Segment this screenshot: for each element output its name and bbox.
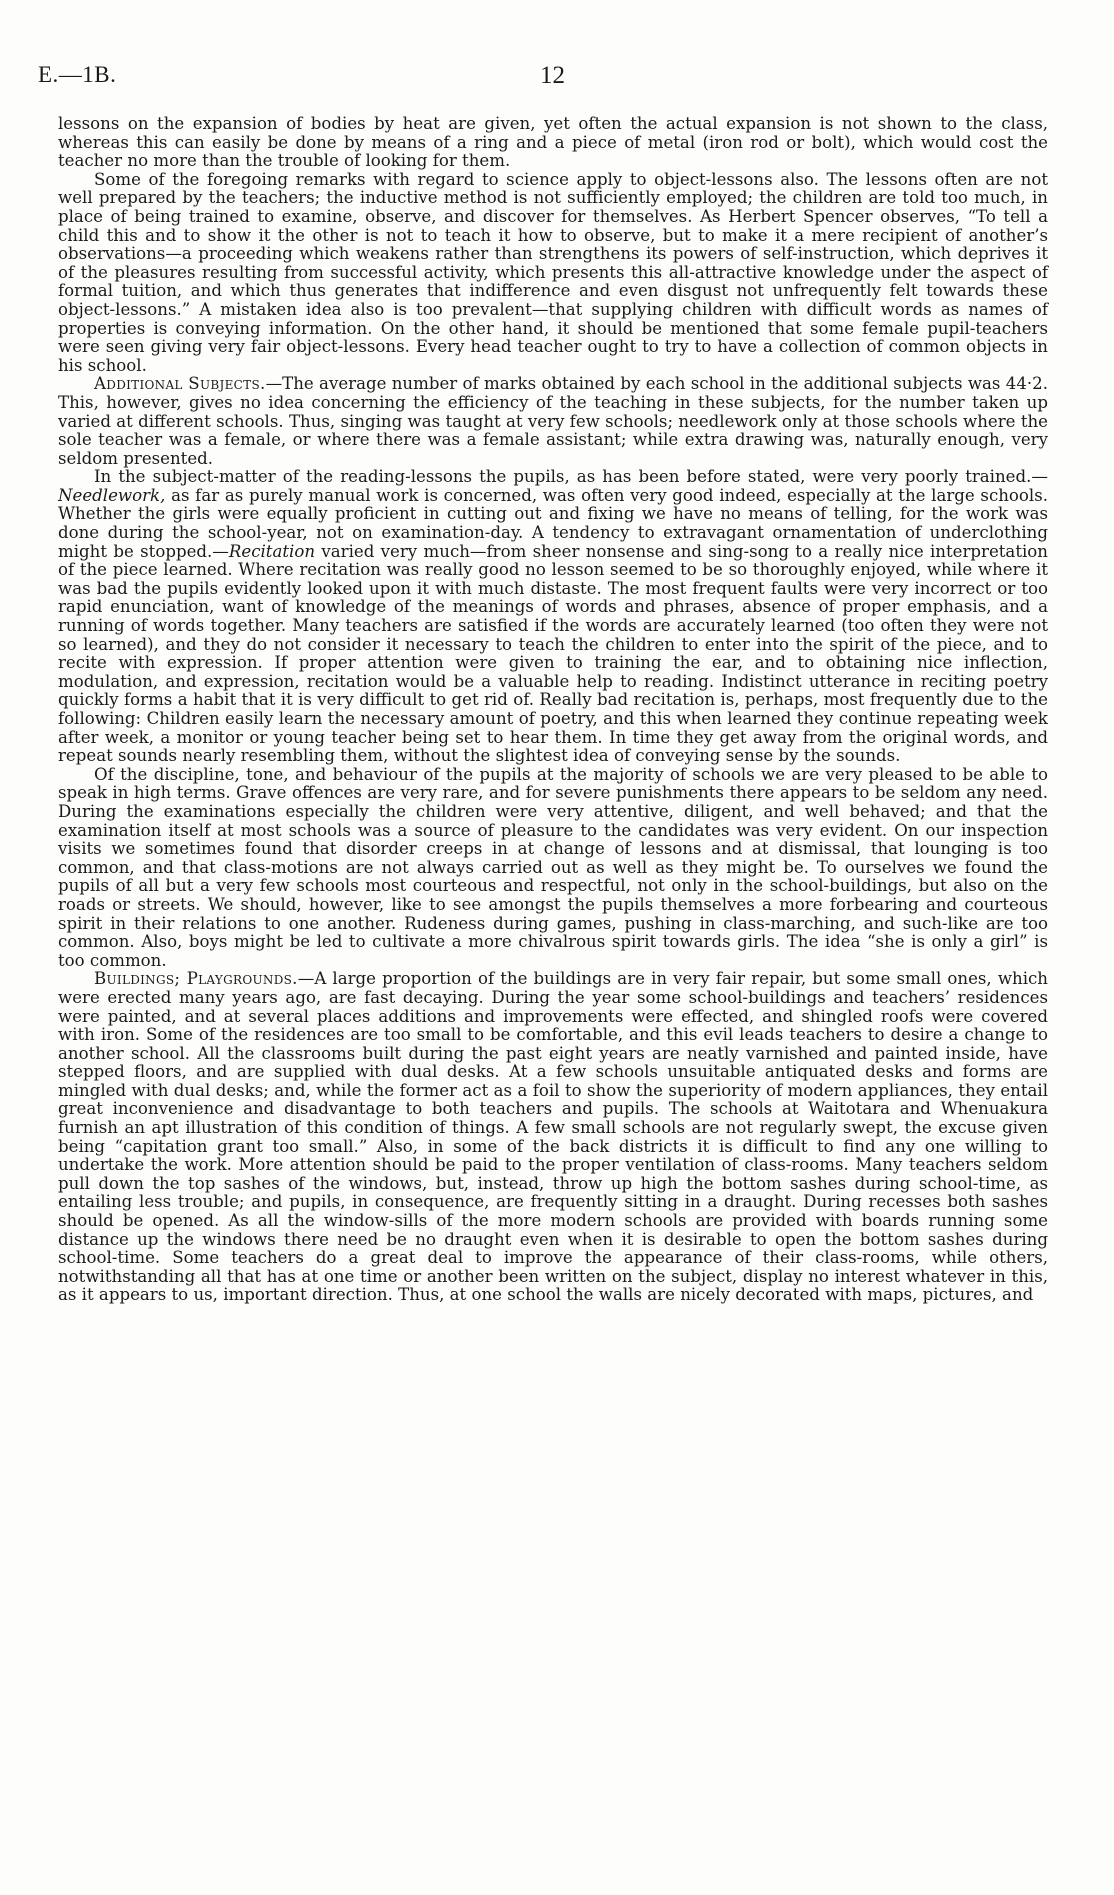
paragraph-buildings-text: —A large proportion of the buildings are in very fair repair, but some small ones, which were erected many years ago, are fast decaying. During the year some school-buildings and teachers’ residences were painted, and at several places additions and improvements were effected, and shingled roofs were covered with iron. Some of the residences are too small to be comfortable, and this evil leads teachers to desire a change to another school. All the classrooms built during the past eight years are neatly varnished and painted inside, have stepped floors, and are supplied with dual desks. At a few schools unsuitable antiquated desks and forms are mingled with dual desks; and, while the former act as a foil to show the superiority of modern appliances, they entail great inconvenience and disadvantage to both teachers and pupils. The schools at Waitotara and Whenuakura furnish an apt illustration of this condition of things. A few small schools are not regularly swept, the excuse given being “capitation grant too small.” Also, in some of the back districts it is difficult to find any one willing to undertake the work. More attention should be paid to the proper ventilation of class-rooms. Many teachers seldom pull down the top sashes of the windows, but, instead, throw up high the bottom sashes during school-time, as entailing less trouble; and pupils, in consequence, are frequently sitting in a draught. During recesses both sashes should be opened. As all the window-sills of the more modern schools are provided with boards running some distance up the windows there need be no draught even when it is desirable to open the bottom sashes during school-time. Some teachers do a great deal to improve the appearance of their class-rooms, while others, notwithstanding all that has at one time or another been written on the subject, display no interest whatever in this, as it appears to us, important direction. Thus, at one school the walls are nicely decorated with maps, pictures, and [58, 969, 1048, 1305]
subheading-needlework: Needlework, [58, 485, 166, 505]
section-heading-additional-subjects: Additional Subjects. [94, 374, 266, 394]
paragraph-reading-text: In the subject-matter of the reading-lessons the pupils, as has been before stated, were very poorly trained.— [94, 467, 1048, 487]
paragraph-additional-subjects-text: —The average number of marks obtained by each school in the additional subjects was 44·2. This, however, gives no idea concerning the efficiency of the teaching in these subjects, for the number taken up varied at different schools. Thus, singing was taught at very few schools; needlework only at those schools where the sole teacher was a female, or where there was a female assistant; while extra drawing was, naturally enough, very seldom presented. [58, 374, 1048, 468]
section-heading-buildings-playgrounds: Buildings; Playgrounds. [94, 969, 298, 989]
paragraph-discipline: Of the discipline, tone, and behaviour of the pupils at the majority of schools we are very pleased to be able to speak in high terms. Grave offences are very rare, and for severe punishments there appears to be seldom any need. During the examinations especially the children were very attentive, diligent, and well behaved; and that the examination itself at most schools was a source of pleasure to the candidates was very evident. On our inspection visits we sometimes found that disorder creeps in at change of lessons and at dismissal, that lounging is too common, and that class-motions are not always carried out as well as they might be. To ourselves we found the pupils of all but a very few schools most courteous and respectful, not only in the school-buildings, but also on the roads or streets. We should, however, like to see amongst the pupils themselves a more forbearing and courteous spirit in their relations to one another. Rudeness during games, pushing in class-marching, and such-like are too common. Also, boys might be led to cultivate a more chivalrous spirit towards girls. The idea “she is only a girl” is too common. [58, 764, 1048, 970]
paragraph-buildings-playgrounds [58, 970, 1048, 1305]
document-reference: E.—1B. [38, 62, 117, 87]
page-header [38, 62, 1074, 92]
paragraph-needlework-text: as far as purely manual work is concerned, was often very good indeed, especially at the large schools. Whether the girls were equally proficient in cutting out and fixing we have no means of telling, for the work was done during the school-year, not on examination-day. A tendency to extravagant ornamentation of underclothing might be stopped.— [58, 485, 1048, 561]
paragraph-additional-subjects [58, 375, 1048, 468]
paragraph-recitation-text: varied very much—from sheer nonsense and sing-song to a really nice interpretation of the piece learned. Where recitation was really good no lesson seemed to be so thoroughly enjoyed, while where it was bad the pupils evidently looked upon it with much distaste. The most frequent faults were very incorrect or too rapid enunciation, want of knowledge of the meanings of words and phrases, absence of proper emphasis, and a running of words together. Many teachers are satisfied if the words are accurately learned (too often they were not so learned), and they do not consider it necessary to teach the children to enter into the spirit of the piece, and to recite with expression. If proper attention were given to training the ear, and to obtaining nice inflection, modulation, and expression, recitation would be a valuable help to reading. Indistinct utterance in reciting poetry quickly forms a habit that it is very difficult to get rid of. Really bad recitation is, perhaps, most frequently due to the following: Children easily learn the necessary amount of poetry, and this when learned they continue repeating week after week, a monitor or young teacher being set to hear them. In time they get away from the original words, and repeat sounds nearly resembling them, without the slightest idea of conveying sense by the sounds. [58, 541, 1048, 766]
document-body [58, 115, 1048, 1305]
subheading-recitation: Recitation [228, 541, 316, 561]
paragraph-reading-needlework-recitation [58, 468, 1048, 766]
paragraph-object-lessons: Some of the foregoing remarks with regard to science apply to object-lessons also. The lessons often are not well prepared by the teachers; the inductive method is not sufficiently employed; the children are told too much, in place of being trained to examine, observe, and discover for themselves. As Herbert Spencer observes, “To tell a child this and to show it the other is not to teach it how to observe, but to make it a mere recipient of another’s observations—a proceeding which weakens rather than strengthens its powers of self-instruction, which deprives it of the pleasures resulting from successful activity, which presents this all-attractive knowledge under the aspect of formal tuition, and which thus generates that indifference and even disgust not unfrequently felt towards these object-lessons.” A mistaken idea also is too prevalent—that supplying children with difficult words as names of properties is conveying information. On the other hand, it should be mentioned that some female pupil-teachers were seen giving very fair object-lessons. Every head teacher ought to try to have a collection of common objects in his school. [58, 169, 1048, 375]
paragraph-science-continued: lessons on the expansion of bodies by heat are given, yet often the actual expansion is not shown to the class, whereas this can easily be done by means of a ring and a piece of metal (iron rod or bolt), which would cost the teacher no more than the trouble of looking for them. [58, 114, 1048, 171]
page-number: 12 [540, 62, 565, 89]
